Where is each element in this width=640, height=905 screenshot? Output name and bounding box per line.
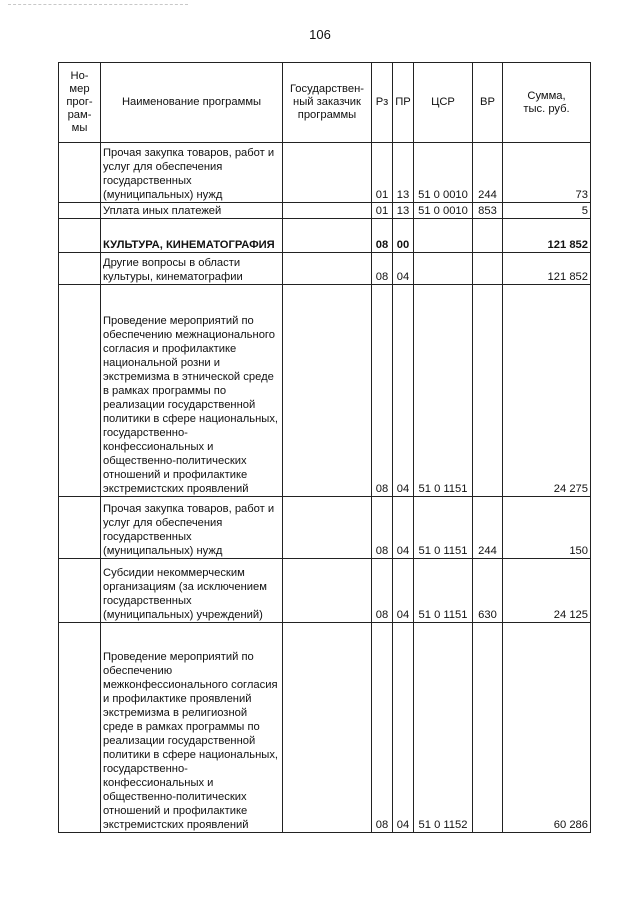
- table-row: [59, 285, 591, 497]
- program-name-cell: Проведение мероприятий по обеспечению межконфессионального согласия и профилактике проявлений экстремизма в религиозной среде в рамках программы по реализации государственной политики в сфере национальных, государственно-конфессиональных и общественно-политических отношений и профилактике экстремистских проявлений: [101, 623, 283, 833]
- csr-cell: 51 0 0010: [414, 203, 473, 219]
- table-row: [59, 559, 591, 623]
- rz-cell: 01: [372, 143, 393, 203]
- program-name-cell: КУЛЬТУРА, КИНЕМАТОГРАФИЯ: [101, 219, 283, 253]
- header-program-number: [59, 63, 101, 143]
- customer-cell: [283, 143, 372, 203]
- csr-cell: 51 0 1151: [414, 497, 473, 559]
- table-row: [59, 203, 591, 219]
- rz-cell: 08: [372, 623, 393, 833]
- program-number-cell: [59, 623, 101, 833]
- program-number-cell: [59, 219, 101, 253]
- program-number-cell: [59, 143, 101, 203]
- customer-cell: [283, 203, 372, 219]
- header-program-name: [101, 63, 283, 143]
- header-csr-text: ЦСР: [431, 96, 455, 108]
- program-name-cell: Прочая закупка товаров, работ и услуг для обеспечения государственных (муниципальных) нужд: [101, 143, 283, 203]
- rz-cell: 08: [372, 285, 393, 497]
- csr-cell: 51 0 1151: [414, 285, 473, 497]
- rz-cell: 01: [372, 203, 393, 219]
- vr-cell: 244: [473, 143, 503, 203]
- vr-cell: 244: [473, 497, 503, 559]
- sum-cell: 121 852: [503, 253, 591, 285]
- csr-cell: 51 0 0010: [414, 143, 473, 203]
- sum-cell: 24 125: [503, 559, 591, 623]
- program-name-cell: Другие вопросы в области культуры, кинематографии: [101, 253, 283, 285]
- header-vr-text: ВР: [480, 96, 495, 108]
- rz-cell: 08: [372, 497, 393, 559]
- vr-cell: 630: [473, 559, 503, 623]
- vr-cell: [473, 253, 503, 285]
- rz-cell: 08: [372, 253, 393, 285]
- program-name-cell: Субсидии некоммерческим организациям (за исключением государственных (муниципальных) учреждений): [101, 559, 283, 623]
- csr-cell: 51 0 1151: [414, 559, 473, 623]
- rz-cell: 08: [372, 559, 393, 623]
- customer-cell: [283, 559, 372, 623]
- pr-cell: 04: [393, 285, 414, 497]
- program-number-cell: [59, 285, 101, 497]
- budget-table: [58, 62, 591, 833]
- program-number-cell: [59, 203, 101, 219]
- customer-cell: [283, 497, 372, 559]
- page-number: 106: [309, 27, 331, 42]
- program-name-cell: Уплата иных платежей: [101, 203, 283, 219]
- vr-cell: [473, 219, 503, 253]
- table-row: [59, 623, 591, 833]
- header-rz-text: Рз: [375, 96, 389, 108]
- header-pr: [393, 63, 414, 143]
- vr-cell: 853: [473, 203, 503, 219]
- table-row: [59, 497, 591, 559]
- table-row: [59, 253, 591, 285]
- header-pr-text: ПР: [395, 96, 411, 108]
- header-vr: [473, 63, 503, 143]
- header-state-customer-text: Государствен- ный заказчик программы: [290, 83, 364, 121]
- header-rz: [372, 63, 393, 143]
- vr-cell: [473, 285, 503, 497]
- customer-cell: [283, 253, 372, 285]
- table-row: [59, 143, 591, 203]
- table-row: [59, 219, 591, 253]
- pr-cell: 04: [393, 497, 414, 559]
- csr-cell: 51 0 1152: [414, 623, 473, 833]
- header-csr: [414, 63, 473, 143]
- program-name-cell: Проведение мероприятий по обеспечению межнационального согласия и профилактике национальной розни и экстремизма в этнической среде в рамках программы по реализации государственной политики в сфере национальных, государственно-конфессиональных и общественно-политических отношений и профилактике экстремистских проявлений: [101, 285, 283, 497]
- header-sum-text: Сумма, тыс. руб.: [523, 89, 570, 115]
- scan-top-rule: [8, 4, 188, 5]
- sum-cell: 150: [503, 497, 591, 559]
- header-program-name-text: Наименование программы: [121, 96, 262, 108]
- sum-cell: 24 275: [503, 285, 591, 497]
- sum-cell: 121 852: [503, 219, 591, 253]
- header-row: [59, 63, 591, 143]
- sum-cell: 73: [503, 143, 591, 203]
- pr-cell: 13: [393, 143, 414, 203]
- sum-cell: 60 286: [503, 623, 591, 833]
- program-number-cell: [59, 559, 101, 623]
- csr-cell: [414, 253, 473, 285]
- header-state-customer: [283, 63, 372, 143]
- customer-cell: [283, 219, 372, 253]
- rz-cell: 08: [372, 219, 393, 253]
- program-name-cell: Прочая закупка товаров, работ и услуг для обеспечения государственных (муниципальных) нужд: [101, 497, 283, 559]
- program-number-cell: [59, 253, 101, 285]
- pr-cell: 04: [393, 253, 414, 285]
- vr-cell: [473, 623, 503, 833]
- pr-cell: 00: [393, 219, 414, 253]
- csr-cell: [414, 219, 473, 253]
- header-program-number-text: Но- мер прог- рам- мы: [66, 70, 93, 134]
- header-sum: [503, 63, 591, 143]
- program-number-cell: [59, 497, 101, 559]
- customer-cell: [283, 623, 372, 833]
- pr-cell: 04: [393, 559, 414, 623]
- customer-cell: [283, 285, 372, 497]
- pr-cell: 13: [393, 203, 414, 219]
- pr-cell: 04: [393, 623, 414, 833]
- sum-cell: 5: [503, 203, 591, 219]
